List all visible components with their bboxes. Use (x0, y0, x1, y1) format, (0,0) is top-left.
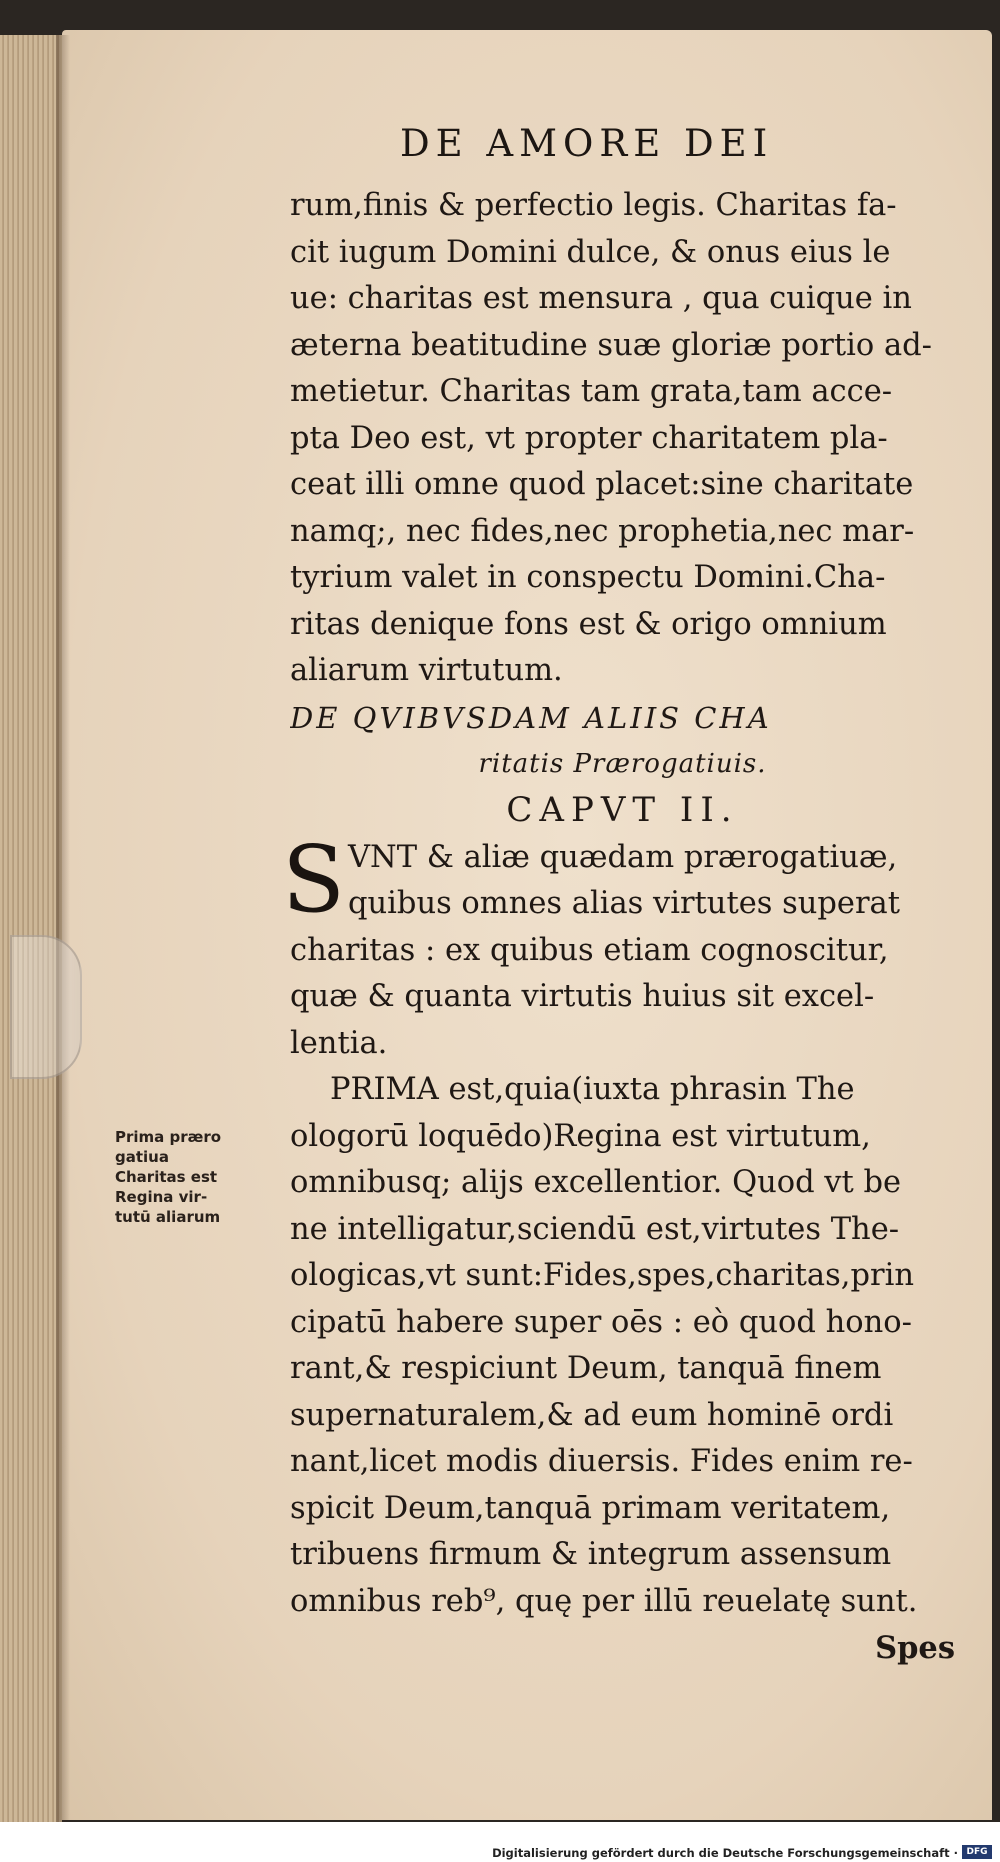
text-line: æterna beatitudine suæ gloriæ portio ad- (290, 327, 932, 363)
text-line: supernaturalem,& ad eum hominē ordi (290, 1397, 894, 1433)
body-text (282, 183, 955, 1672)
chapter-title: CAPVT II. (506, 789, 739, 830)
text-line: namq;, nec fides,nec prophetia,nec mar- (290, 513, 915, 549)
text-line: omnibus reb⁹, quę per illū reuelatę sunt. (290, 1583, 918, 1619)
text-line: VNT & aliæ quædam prærogatiuæ, (348, 839, 898, 875)
digitization-credit: Digitalisierung gefördert durch die Deutsche Forschungsgemeinschaft · (492, 1846, 958, 1860)
dfg-logo: DFG (962, 1845, 992, 1859)
chapter-opening (282, 825, 955, 933)
text-line: ue: charitas est mensura , qua cuique in (290, 281, 912, 316)
marginal-note-line: Charitas est (115, 1168, 218, 1186)
text-line: ne intelligatur,sciendū est,virtutes The- (290, 1211, 900, 1247)
drop-cap: S (282, 825, 346, 933)
marginal-note-line: Regina vir- (115, 1188, 208, 1206)
marginal-note-line: tutū aliarum (115, 1208, 221, 1226)
marginal-note-line: Prima præro (115, 1128, 222, 1146)
text-line: pta Deo est, vt propter charitatem pla- (290, 420, 888, 456)
text-line: lentia. (290, 1025, 388, 1061)
gutter-shadow (56, 35, 70, 1825)
text-line: aliarum virtutum. (290, 653, 563, 688)
text-line: ologorū loquēdo)Regina est virtutum, (290, 1118, 871, 1154)
running-head: DE AMORE DEI (400, 122, 774, 165)
section-heading-cont: ritatis Prærogatiuis. (478, 748, 767, 779)
marginal-note-line: gatiua (115, 1148, 169, 1166)
catchword: Spes (875, 1630, 955, 1666)
text-line: cit iugum Domini dulce, & onus eius le (290, 234, 891, 270)
text-line: charitas : ex quibus etiam cognoscitur, (290, 932, 889, 968)
text-line: spicit Deum,tanquā primam veritatem, (290, 1490, 891, 1526)
page-clip (10, 935, 82, 1079)
text-line: ologicas,vt sunt:Fides,spes,charitas,prin (290, 1258, 914, 1293)
text-line: ritas denique fons est & origo omnium (290, 606, 887, 642)
text-line: quæ & quanta virtutis huius sit excel- (290, 979, 875, 1014)
text-line: metietur. Charitas tam grata,tam acce- (290, 374, 893, 409)
text-line: ceat illi omne quod placet:sine charitate (290, 467, 914, 502)
text-line: rum,finis & perfectio legis. Charitas fa- (290, 188, 897, 223)
text-line: omnibusq; alijs excellentior. Quod vt be (290, 1165, 902, 1200)
text-line: rant,& respiciunt Deum, tanquā finem (290, 1351, 882, 1386)
text-line: PRIMA est,quia(iuxta phrasin The (330, 1072, 855, 1107)
text-line: cipatū habere super oēs : eò quod hono- (290, 1304, 912, 1340)
section-heading: DE QVIBVSDAM ALIIS CHA (290, 700, 772, 735)
text-line: quibus omnes alias virtutes superat (348, 886, 900, 921)
marginal-note (115, 1127, 295, 1227)
text-line: tyrium valet in conspectu Domini.Cha- (290, 560, 886, 595)
text-line: tribuens firmum & integrum assensum (290, 1537, 892, 1572)
text-line: nant,licet modis diuersis. Fides enim re- (290, 1444, 913, 1479)
